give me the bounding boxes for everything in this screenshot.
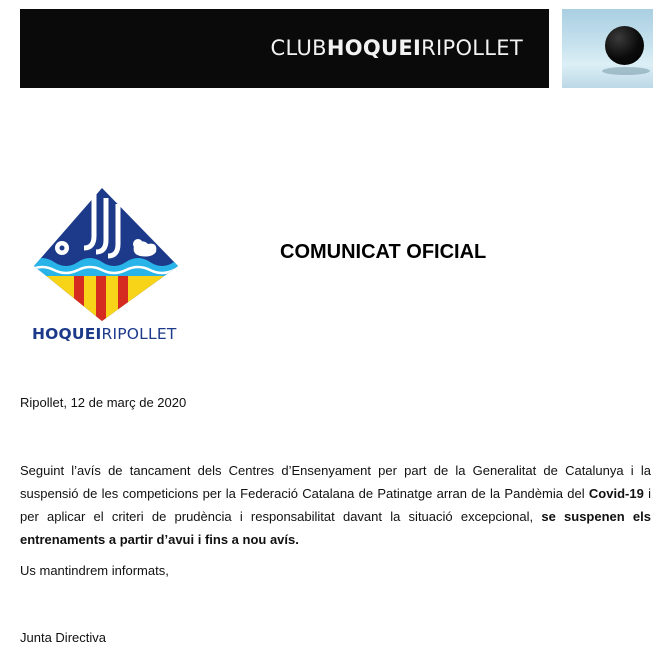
ball-shadow <box>602 67 650 75</box>
club-crest-icon <box>30 186 186 326</box>
date-line: Ripollet, 12 de març de 2020 <box>20 395 187 410</box>
ball-icon <box>605 26 644 65</box>
header-banner <box>20 9 549 88</box>
brand-prefix: CLUB <box>270 36 327 60</box>
paragraph-bold-suspension: se suspenen els entrenaments a partir d’avui i fins a nou avís. <box>20 509 651 547</box>
paragraph-bold-covid: Covid-19 <box>588 486 644 501</box>
signature: Junta Directiva <box>20 630 106 645</box>
club-brand-wordmark <box>271 36 523 60</box>
closing-line: Us mantindrem informats, <box>20 563 169 578</box>
hockey-ball-photo <box>562 9 653 88</box>
brand-suffix: RIPOLLET <box>421 36 523 60</box>
brand-bold: HOQUEI <box>326 36 422 60</box>
paragraph-text-2: i per aplicar el criteri de prudència i responsabilitat davant la situació excepcional, <box>20 486 651 524</box>
paragraph-text-1: Seguint l’avís de tancament dels Centres d’Ensenyament per part de la Generalitat de Catalunya i la suspensió de les competicions per la Federació Catalana de Patinatge arran de la Pandèmia del <box>20 463 651 501</box>
document-title: COMUNICAT OFICIAL <box>280 241 487 263</box>
logo-wordmark <box>32 325 188 343</box>
announcement-paragraph <box>20 459 651 551</box>
logo-text-bold: HOQUEI <box>32 325 102 343</box>
logo-text-regular: RIPOLLET <box>101 325 177 343</box>
club-logo <box>30 186 186 346</box>
